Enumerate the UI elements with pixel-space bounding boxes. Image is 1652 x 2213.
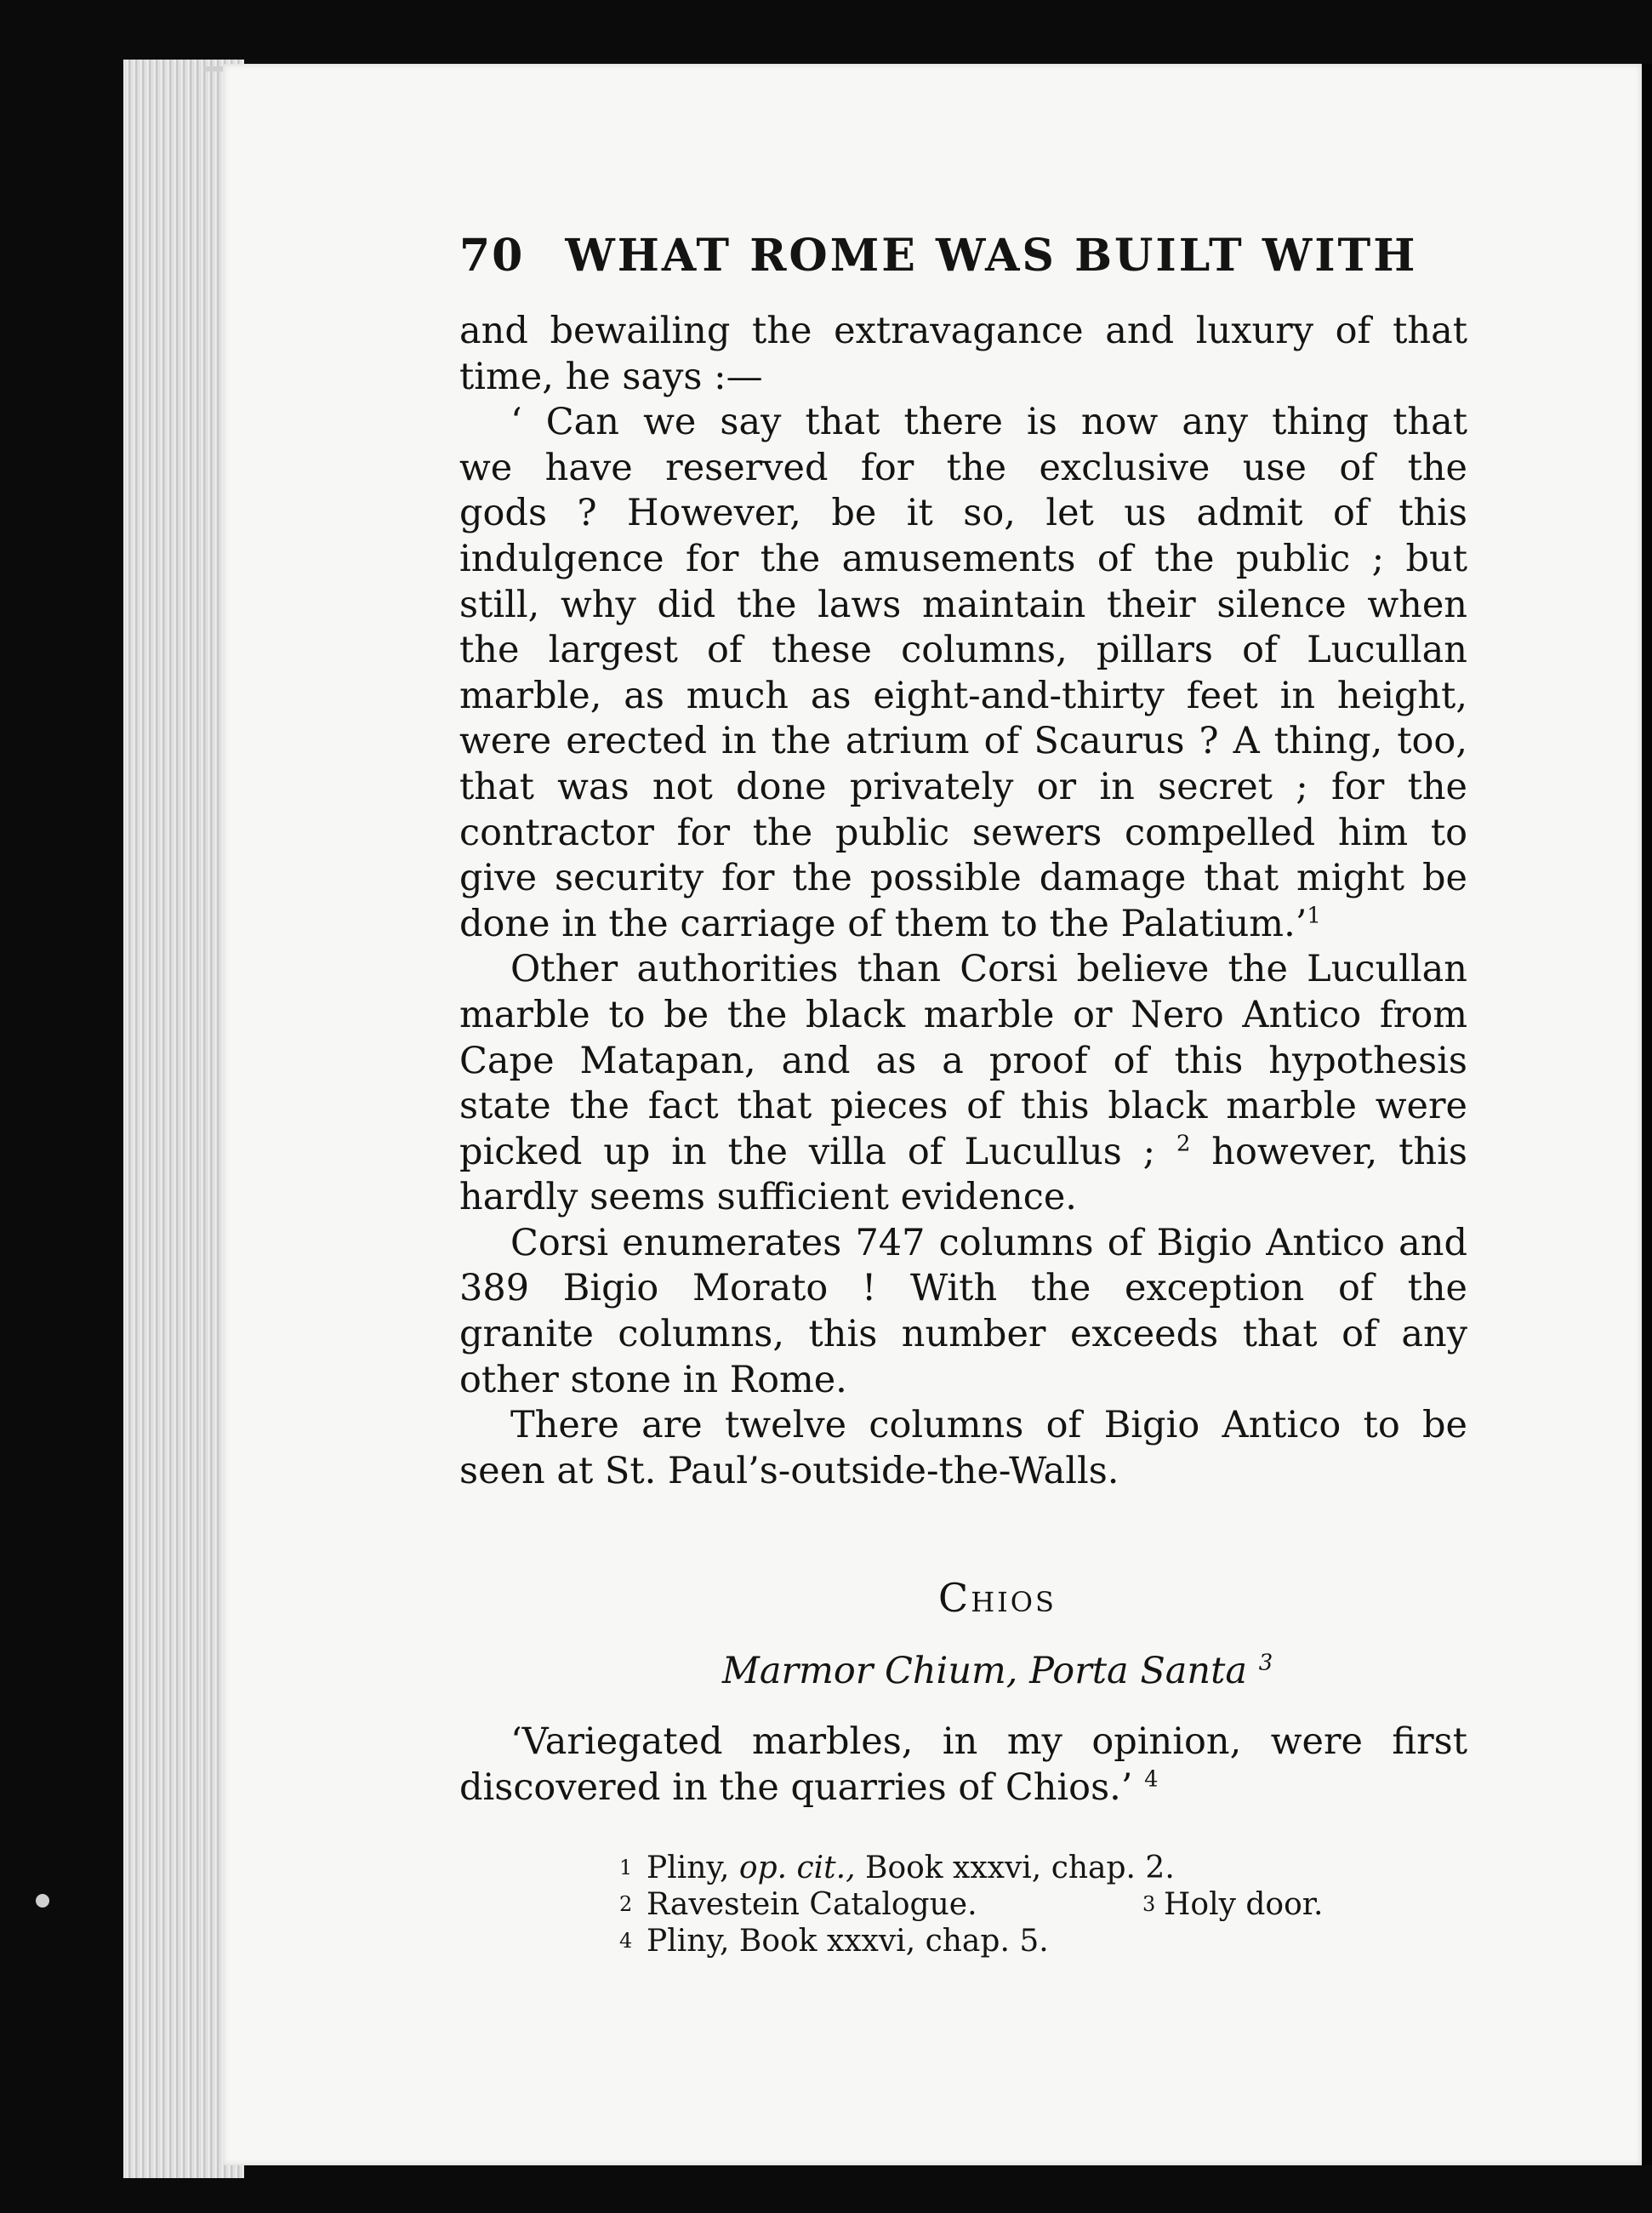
text-line: Corsi enumerates 747 columns of Bigio Antico and: [510, 1221, 1467, 1264]
text-line: still, why did the laws maintain their silence when: [459, 583, 1467, 626]
footnote-ref: 1: [1307, 903, 1321, 929]
text-line: granite columns, this number exceeds that of any: [459, 1313, 1467, 1356]
footnote-text: Ravestein Catalogue.: [647, 1887, 977, 1922]
text-line: Cape Matapan, and as a proof of this hypothesis: [459, 1039, 1467, 1082]
section-subheading-text: Marmor Chium, Porta Santa: [721, 1650, 1248, 1693]
page-text: [459, 230, 1467, 1811]
text-line: hardly seems sufficient evidence.: [459, 1176, 1077, 1219]
text-line: time, he says :—: [459, 355, 763, 398]
text-line: that was not done privately or in secret ; for the: [459, 765, 1467, 808]
text-line-content: picked up in the villa of Lucullus ;: [459, 1130, 1156, 1173]
footnote-marker: 2: [619, 1892, 633, 1916]
text-line: gods ? However, be it so, let us admit of this: [459, 492, 1467, 535]
footnote-ref: 3: [1258, 1651, 1273, 1677]
section-heading-initial: C: [938, 1575, 971, 1622]
footnote-1: [619, 1850, 1385, 1886]
book-title: WHAT ROME WAS BUILT WITH: [565, 230, 1418, 282]
text-line: Other authorities than Corsi believe the Lucullan: [510, 948, 1467, 991]
footnote-marker: 1: [619, 1856, 633, 1879]
footnote-ref: 4: [1144, 1766, 1159, 1793]
footnote-4: [619, 1923, 1385, 1959]
text-line: marble, as much as eight-and-thirty feet in height,: [459, 674, 1467, 717]
body-text: [459, 309, 1467, 1494]
footnote-text: Holy door.: [1164, 1887, 1324, 1922]
text-line: we have reserved for the exclusive use of the: [459, 446, 1467, 489]
footnote-text: Pliny, Book xxxvi, chap. 5.: [647, 1924, 1049, 1959]
text-line: [459, 1130, 1467, 1176]
footnote-marker: 4: [619, 1929, 633, 1953]
footnote-marker: 3: [1142, 1892, 1156, 1916]
text-line: give security for the possible damage that might be: [459, 857, 1467, 900]
scan-speck: [36, 1894, 49, 1908]
text-line: indulgence for the amusements of the public ; but: [459, 537, 1467, 580]
text-line: There are twelve columns of Bigio Antico to be: [510, 1404, 1467, 1447]
section-quote: [459, 1720, 1467, 1811]
text-line: ‘Variegated marbles, in my opinion, were first: [510, 1720, 1467, 1764]
footnote-opcit: op. cit.,: [738, 1851, 856, 1885]
footnote-2: [619, 1886, 1385, 1923]
scan-border: [1642, 64, 1652, 2165]
section-subheading: [459, 1650, 1467, 1692]
text-line-tail: however, this: [1211, 1130, 1467, 1173]
footnotes: [619, 1850, 1385, 1959]
text-line-content: done in the carriage of them to the Palatium.’: [459, 902, 1307, 945]
text-line: the largest of these columns, pillars of Lucullan: [459, 629, 1467, 672]
footnote-ref: 2: [1176, 1131, 1191, 1157]
running-head: [459, 230, 1467, 282]
text-line: state the fact that pieces of this black marble were: [459, 1085, 1467, 1128]
section-heading-rest: hios: [971, 1575, 1057, 1622]
text-line: [459, 1765, 1467, 1811]
text-line: were erected in the atrium of Scaurus ? A thing, too,: [459, 720, 1467, 763]
section-heading: [459, 1575, 1467, 1621]
text-line: seen at St. Paul’s-outside-the-Walls.: [459, 1449, 1119, 1492]
footnote-3: [1142, 1886, 1323, 1923]
text-line: [459, 902, 1467, 948]
text-line: contractor for the public sewers compelled him to: [459, 811, 1467, 854]
footnote-text: Book xxxvi, chap. 2.: [864, 1851, 1175, 1885]
text-line: marble to be the black marble or Nero Antico from: [459, 993, 1467, 1036]
text-line: other stone in Rome.: [459, 1358, 847, 1401]
text-line: 389 Bigio Morato ! With the exception of the: [459, 1267, 1467, 1310]
footnote-author: Pliny,: [647, 1851, 730, 1885]
text-line: ‘ Can we say that there is now any thing that: [510, 401, 1467, 444]
text-line-content: discovered in the quarries of Chios.’: [459, 1766, 1133, 1810]
page-number: 70: [459, 230, 525, 282]
text-line: and bewailing the extravagance and luxury of that: [459, 310, 1467, 352]
